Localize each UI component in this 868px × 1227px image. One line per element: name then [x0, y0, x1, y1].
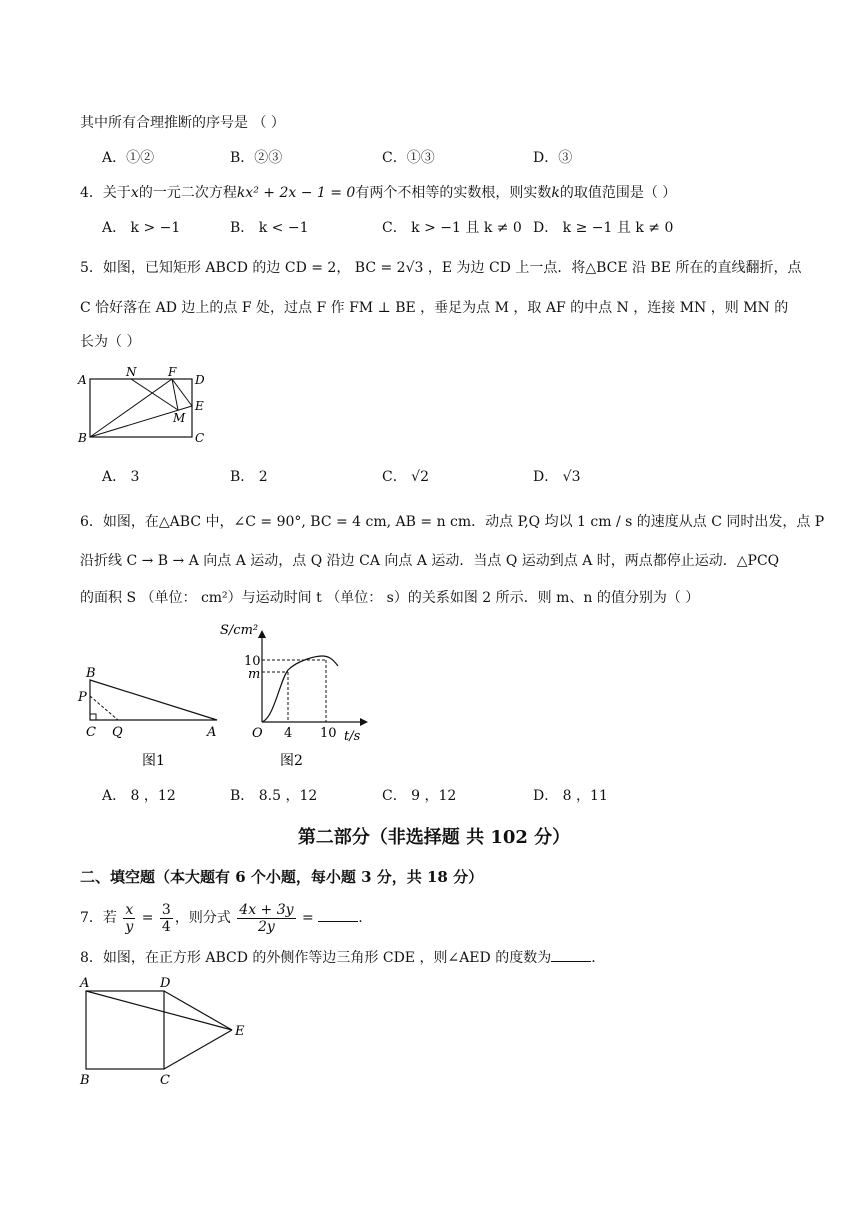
q6-option-c: C． 9 ，12 [382, 788, 457, 804]
q6-figure2 [214, 618, 374, 770]
q7-eq2: = [302, 910, 314, 926]
q5-label-e: E [195, 399, 204, 413]
q8-label-c: C [160, 1073, 170, 1088]
q7-fraction-34 [160, 902, 173, 935]
q6-line-pq [90, 696, 118, 720]
q7-mid: ，则分式 [174, 910, 231, 926]
q5-option-c: C． √2 [382, 469, 429, 485]
q6-fig1-label-q: Q [112, 725, 123, 740]
q4-option-c: C． k > −1 且 k ≠ 0 [382, 220, 522, 236]
q4-option-d: D． k ≥ −1 且 k ≠ 0 [533, 220, 674, 236]
q8-figure [72, 975, 257, 1090]
q6-area-curve [262, 656, 338, 722]
q4-equation: kx² + 2x − 1 = 0 [236, 185, 356, 201]
q6-fig1-label-c: C [86, 725, 96, 740]
q4-stem-pre: 4．关于 [80, 185, 131, 201]
q6-line2: 沿折线 C → B → A 向点 A 运动，点 Q 沿边 CA 向点 A 运动．当点 Q 运动到点 A 时，两点都停止运动．△PCQ [80, 553, 780, 569]
q5-option-a: A． 3 [102, 469, 140, 485]
q5-line2: C 恰好落在 AD 边上的点 F 处，过点 F 作 FM ⊥ BE ，垂足为点 M ，取 AF 的中点 N ，连接 MN ，则 MN 的 [80, 300, 789, 316]
q6-fig1-label-a: A [207, 725, 217, 740]
q5-rectangle [90, 379, 192, 437]
q5-option-b: B． 2 [230, 469, 268, 485]
q5-label-d: D [195, 373, 205, 387]
q5-option-d: D． √3 [533, 469, 581, 485]
q7-fraction-expr [237, 902, 295, 935]
q7-f3-den: 2y [258, 918, 275, 935]
q6-line1: 6．如图，在△ABC 中，∠C = 90°, BC = 4 cm, AB = n cm．动点 P,Q 均以 1 cm / s 的速度从点 C 同时出发，点 P [80, 514, 825, 530]
q3-option-d: D．③ [533, 150, 573, 166]
q6-fig2-ym: m [248, 667, 261, 682]
q3-option-a: A．①② [102, 150, 155, 166]
q8-line [80, 947, 596, 968]
q4-option-b: B． k < −1 [230, 220, 309, 236]
q7-line [80, 900, 363, 936]
q6-line3: 的面积 S （单位： cm²）与运动时间 t （单位： s）的关系如图 2 所示．则 m、n 的值分别为（ ） [80, 590, 700, 606]
q5-figure [70, 362, 220, 452]
q6-fig1-label-p: P [78, 690, 87, 705]
q8-square-abcd [86, 991, 164, 1069]
q7-answer-blank [318, 907, 358, 922]
q6-fig1-label-b: B [86, 666, 96, 681]
q4-stem [80, 183, 676, 203]
q4-var-x: x [130, 185, 139, 201]
q8-label-b: B [80, 1073, 90, 1088]
q6-y-arrow [258, 630, 266, 638]
q4-stem-post: 有两个不相等的实数根，则实数 [355, 185, 552, 201]
q6-figure1 [72, 660, 232, 770]
q5-label-f: F [168, 365, 177, 379]
q6-fig2-caption: 图2 [280, 753, 303, 769]
q7-f1-num: x [125, 901, 134, 918]
q8-end: . [591, 950, 596, 966]
q7-fraction-xy [123, 902, 135, 935]
q7-pre: 7．若 [80, 910, 117, 926]
section-fill-in-heading: 二、填空题（本大题有 6 个小题，每小题 3 分，共 18 分） [80, 868, 484, 886]
q8-line-ce [164, 1030, 232, 1069]
q8-label-d: D [160, 976, 171, 991]
q7-f2-den: 4 [161, 918, 171, 935]
q6-option-a: A． 8 ，12 [102, 788, 176, 804]
q4-var-k: k [551, 185, 560, 201]
q6-x-arrow [360, 718, 368, 726]
q7-f3-num: 4x + 3y [239, 901, 294, 918]
q5-line-bf [90, 379, 172, 437]
q8-label-e: E [235, 1024, 245, 1039]
q5-label-b: B [78, 431, 87, 445]
q7-eq: = [141, 910, 154, 926]
q5-line3: 长为（ ） [80, 334, 141, 350]
q7-f2-num: 3 [161, 901, 171, 918]
q8-line-ae [86, 991, 232, 1030]
q3-option-c: C．①③ [382, 150, 435, 166]
part2-title: 第二部分（非选择题 共 102 分） [297, 827, 571, 848]
q6-fig2-x4: 4 [284, 726, 293, 741]
q8-text: 8．如图，在正方形 ABCD 的外侧作等边三角形 CDE ，则∠AED 的度数为 [80, 950, 552, 966]
q5-label-c: C [195, 431, 205, 445]
q5-label-m: M [173, 411, 186, 425]
q8-line-de [164, 991, 232, 1030]
q6-fig2-x10: 10 [320, 726, 337, 741]
q6-triangle-abc [90, 680, 217, 720]
q6-option-d: D． 8 ，11 [533, 788, 608, 804]
q3-stem: 其中所有合理推断的序号是 （ ） [80, 115, 285, 131]
q6-fig2-y10: 10 [244, 654, 261, 669]
q6-right-angle-mark [90, 714, 96, 720]
q6-fig1-caption: 图1 [142, 753, 165, 769]
q5-line-nm [131, 379, 178, 410]
q5-label-a: A [78, 373, 87, 387]
q4-option-a: A． k > −1 [102, 220, 181, 236]
q3-option-b: B．②③ [230, 150, 283, 166]
q6-fig2-xlabel: t/s [344, 729, 361, 744]
q7-end: . [358, 910, 363, 926]
q6-fig2-origin: O [252, 726, 263, 741]
q5-line1: 5．如图，已知矩形 ABCD 的边 CD = 2， BC = 2√3 ，E 为边 CD 上一点．将△BCE 沿 BE 所在的直线翻折，点 [80, 260, 802, 276]
q6-option-b: B． 8.5 ，12 [230, 788, 318, 804]
q4-stem-end: 的取值范围是（ ） [559, 185, 677, 201]
q6-fig2-ylabel: S/cm² [220, 623, 259, 638]
q5-label-n: N [126, 365, 137, 379]
q7-f1-den: y [125, 918, 134, 935]
q4-stem-mid: 的一元二次方程 [138, 185, 237, 201]
q8-answer-blank [551, 947, 591, 962]
q8-label-a: A [80, 976, 90, 991]
